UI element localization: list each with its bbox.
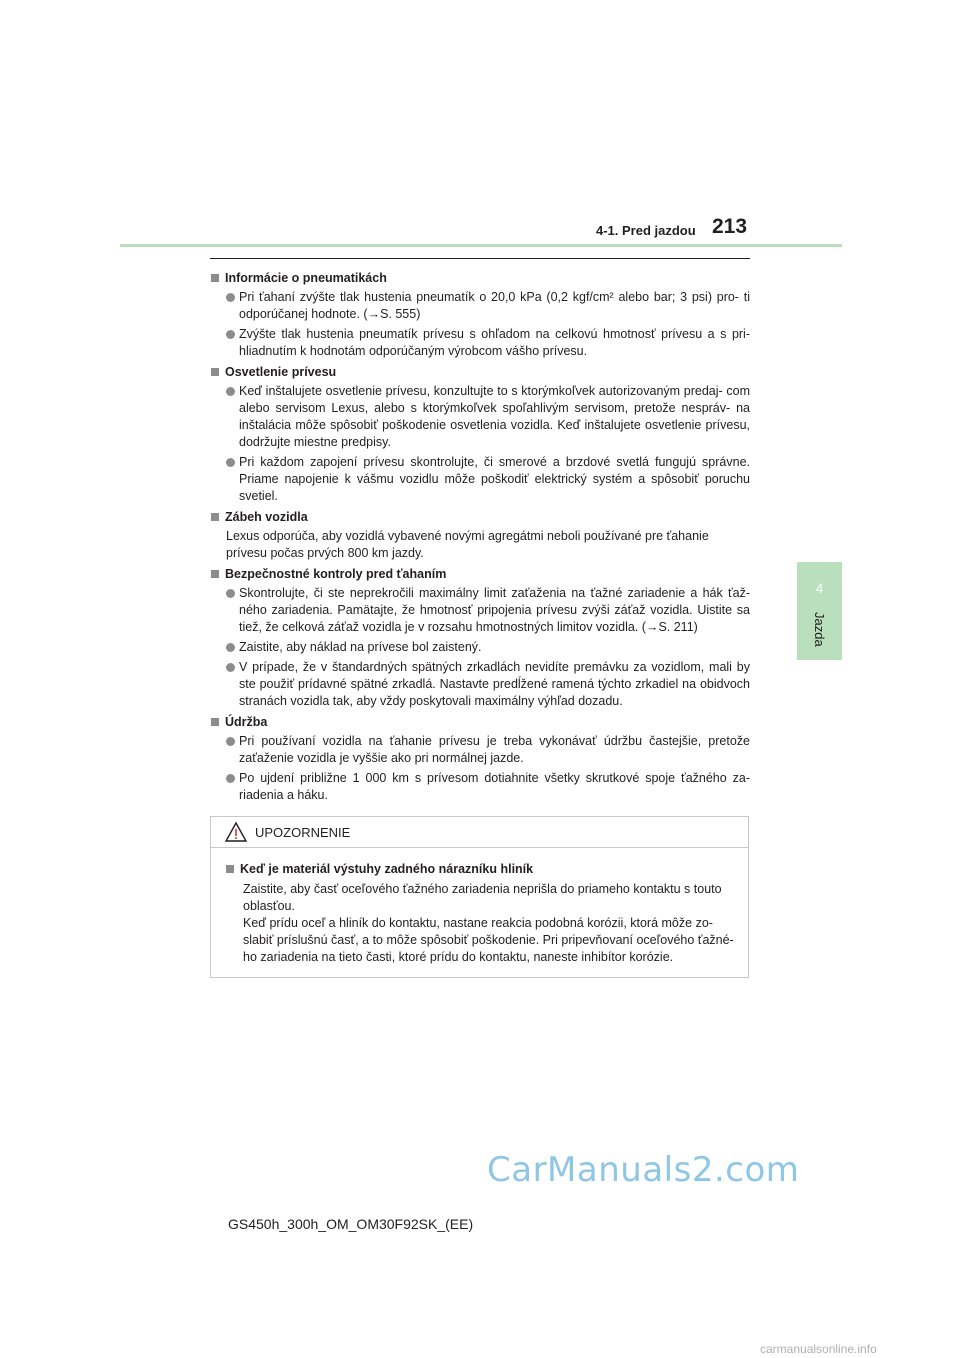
list-item: Po ujdení približne 1 000 km s prívesom dotiahnite všetky skrutkové spoje ťažného za- riadenia a háku. [226,770,750,804]
document-id: GS450h_300h_OM_OM30F92SK_(EE) [228,1216,474,1232]
section-title: Zábeh vozidla [225,510,308,524]
section-trailer-lights [210,363,750,505]
section-marker-icon [226,865,234,873]
warning-paragraph: Keď prídu oceľ a hliník do kontaktu, nastane reakcia podobná korózii, ktorá môže zo- slabiť príslušnú časť, a to môže spôsobiť poškodenie. Pri pripevňovaní oceľového ťažné- ho zariadenia na tieto časti, ktoré prídu do kontaktu, naneste inhibítor korózie. [243,916,734,964]
bullet-icon [226,737,235,746]
section-maintenance [210,713,750,804]
warning-body [211,848,748,966]
list-item: Zvýšte tlak hustenia pneumatík prívesu s ohľadom na celkovú hmotnosť prívesu a s pri- hliadnutím k hodnotám odporúčaným výrobcom vášho prívesu. [226,326,750,360]
bullet-icon [226,458,235,467]
section-break-in [210,508,750,562]
page-number: 213 [712,215,748,238]
bullet-icon [226,330,235,339]
content-top-rule [210,258,750,259]
chapter-side-label: Jazda [812,612,827,647]
section-marker-icon [211,368,219,376]
chapter-number: 4 [815,580,824,596]
list-item: Pri ťahaní zvýšte tlak hustenia pneumatík o 20,0 kPa (0,2 kgf/cm² alebo bar; 3 psi) pro- ti odporúčanej hodnote. (→S. 555) [226,289,750,323]
section-title: Údržba [225,715,268,729]
chapter-title: 4-1. Pred jazdou [596,223,696,238]
section-paragraph: Lexus odporúča, aby vozidlá vybavené novými agregátmi neboli používané pre ťahanie prívesu počas prvých 800 km jazdy. [226,529,709,560]
bullet-icon [226,774,235,783]
watermark: CarManuals2.com [487,1150,800,1190]
section-marker-icon [211,570,219,578]
bullet-icon [226,643,235,652]
warning-box [210,816,749,978]
section-title: Bezpečnostné kontroly pred ťahaním [225,567,447,581]
list-item: Skontrolujte, či ste neprekročili maximálny limit zaťaženia na ťažné zariadenie a hák ťaž- ného zariadenia. Pamätajte, že hmotnosť pripojenia prívesu zvýši záťaž vozidla. Uistite sa tiež, že celková záťaž vozidla je v rozsahu hmotnostných limitov vozidla. (→S. 211) [226,585,750,636]
warning-label: UPOZORNENIE [255,824,351,840]
warning-paragraph: Zaistite, aby časť oceľového ťažného zariadenia neprišla do priameho kontaktu s touto oblasťou. [243,882,722,913]
section-marker-icon [211,718,219,726]
bullet-icon [226,387,235,396]
watermark-small: carmanualsonline.info [760,1342,877,1356]
list-item: Pri používaní vozidla na ťahanie prívesu je treba vykonávať údržbu častejšie, pretože zaťaženie vozidla je vyššie ako pri normálnej jazde. [226,733,750,767]
warning-header [211,817,748,848]
bullet-icon [226,663,235,672]
section-title: Informácie o pneumatikách [225,271,387,285]
list-item: Keď inštalujete osvetlenie prívesu, konzultujte to s ktorýmkoľvek autorizovaným predaj- com alebo servisom Lexus, alebo s ktorýmkoľvek spoľahlivým servisom, pretože nespráv- na inštalácia môže spôsobiť poškodenie osvetlenia vozidla. Keď inštalujete osvetlenie prívesu, dodržujte miestne predpisy. [226,383,750,451]
page-header [0,0,960,250]
section-title: Osvetlenie prívesu [225,365,337,379]
section-marker-icon [211,274,219,282]
section-marker-icon [211,513,219,521]
warning-title: Keď je materiál výstuhy zadného nárazníku hliník [240,862,534,876]
header-rule [120,244,842,247]
section-safety-checks [210,565,750,710]
list-item: V prípade, že v štandardných spätných zrkadlách nevidíte premávku za vozidlom, mali by ste použiť prídavné spätné zrkadlá. Nastavte predĺžené ramená týchto zrkadiel na obidvoch stranách vozidla tak, aby vždy poskytovali maximálny výhľad dozadu. [226,659,750,710]
warning-triangle-icon [225,822,247,842]
list-item: Pri každom zapojení prívesu skontrolujte, či smerové a brzdové svetlá fungujú správne. Priame napojenie k vášmu vozidlu môže poškodiť elektrický systém a spôsobiť poruchu svetiel. [226,454,750,505]
bullet-icon [226,293,235,302]
section-tire-info [210,269,750,360]
list-item: Zaistite, aby náklad na prívese bol zaistený. [226,639,750,656]
bullet-icon [226,589,235,598]
main-content [210,258,750,807]
